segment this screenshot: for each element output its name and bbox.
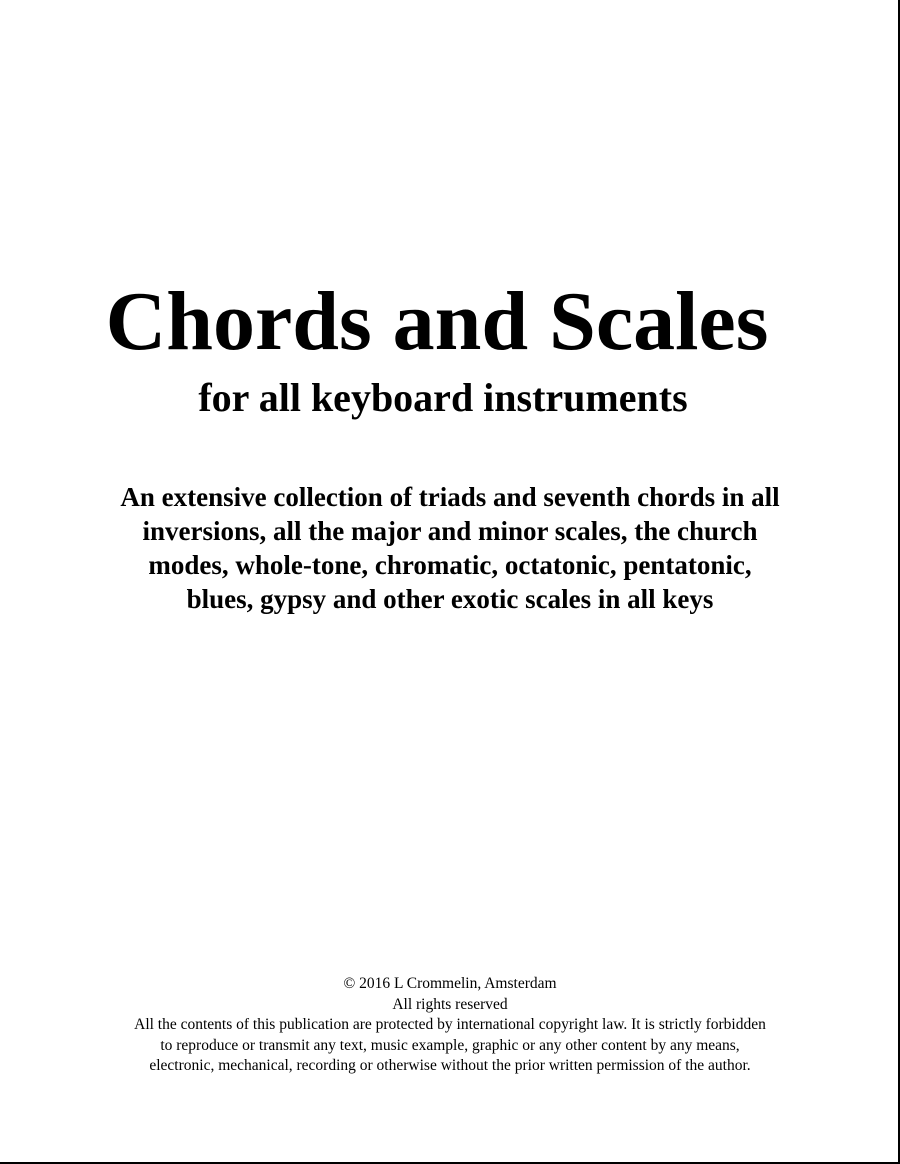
page-title: Chords and Scales: [105, 275, 769, 368]
description-line: An extensive collection of triads and seventh chords in all: [120, 482, 780, 512]
description-line: modes, whole-tone, chromatic, octatonic, pentatonic,: [148, 550, 752, 580]
rights-line: All rights reserved: [392, 995, 508, 1013]
description-line: inversions, all the major and minor scales, the church: [142, 516, 758, 546]
page-subtitle: for all keyboard instruments: [198, 375, 688, 420]
notice-line: All the contents of this publication are protected by international copyright law. It is strictly forbidden: [134, 1016, 766, 1033]
notice-line: to reproduce or transmit any text, music example, graphic or any other content by any means,: [160, 1036, 740, 1054]
description-line: blues, gypsy and other exotic scales in all keys: [186, 584, 714, 614]
notice-line: electronic, mechanical, recording or otherwise without the prior written permission of the author.: [149, 1057, 751, 1074]
copyright-line: © 2016 L Crommelin, Amsterdam: [343, 975, 557, 992]
copyright-footer: [0, 974, 900, 1077]
description: [0, 480, 900, 616]
